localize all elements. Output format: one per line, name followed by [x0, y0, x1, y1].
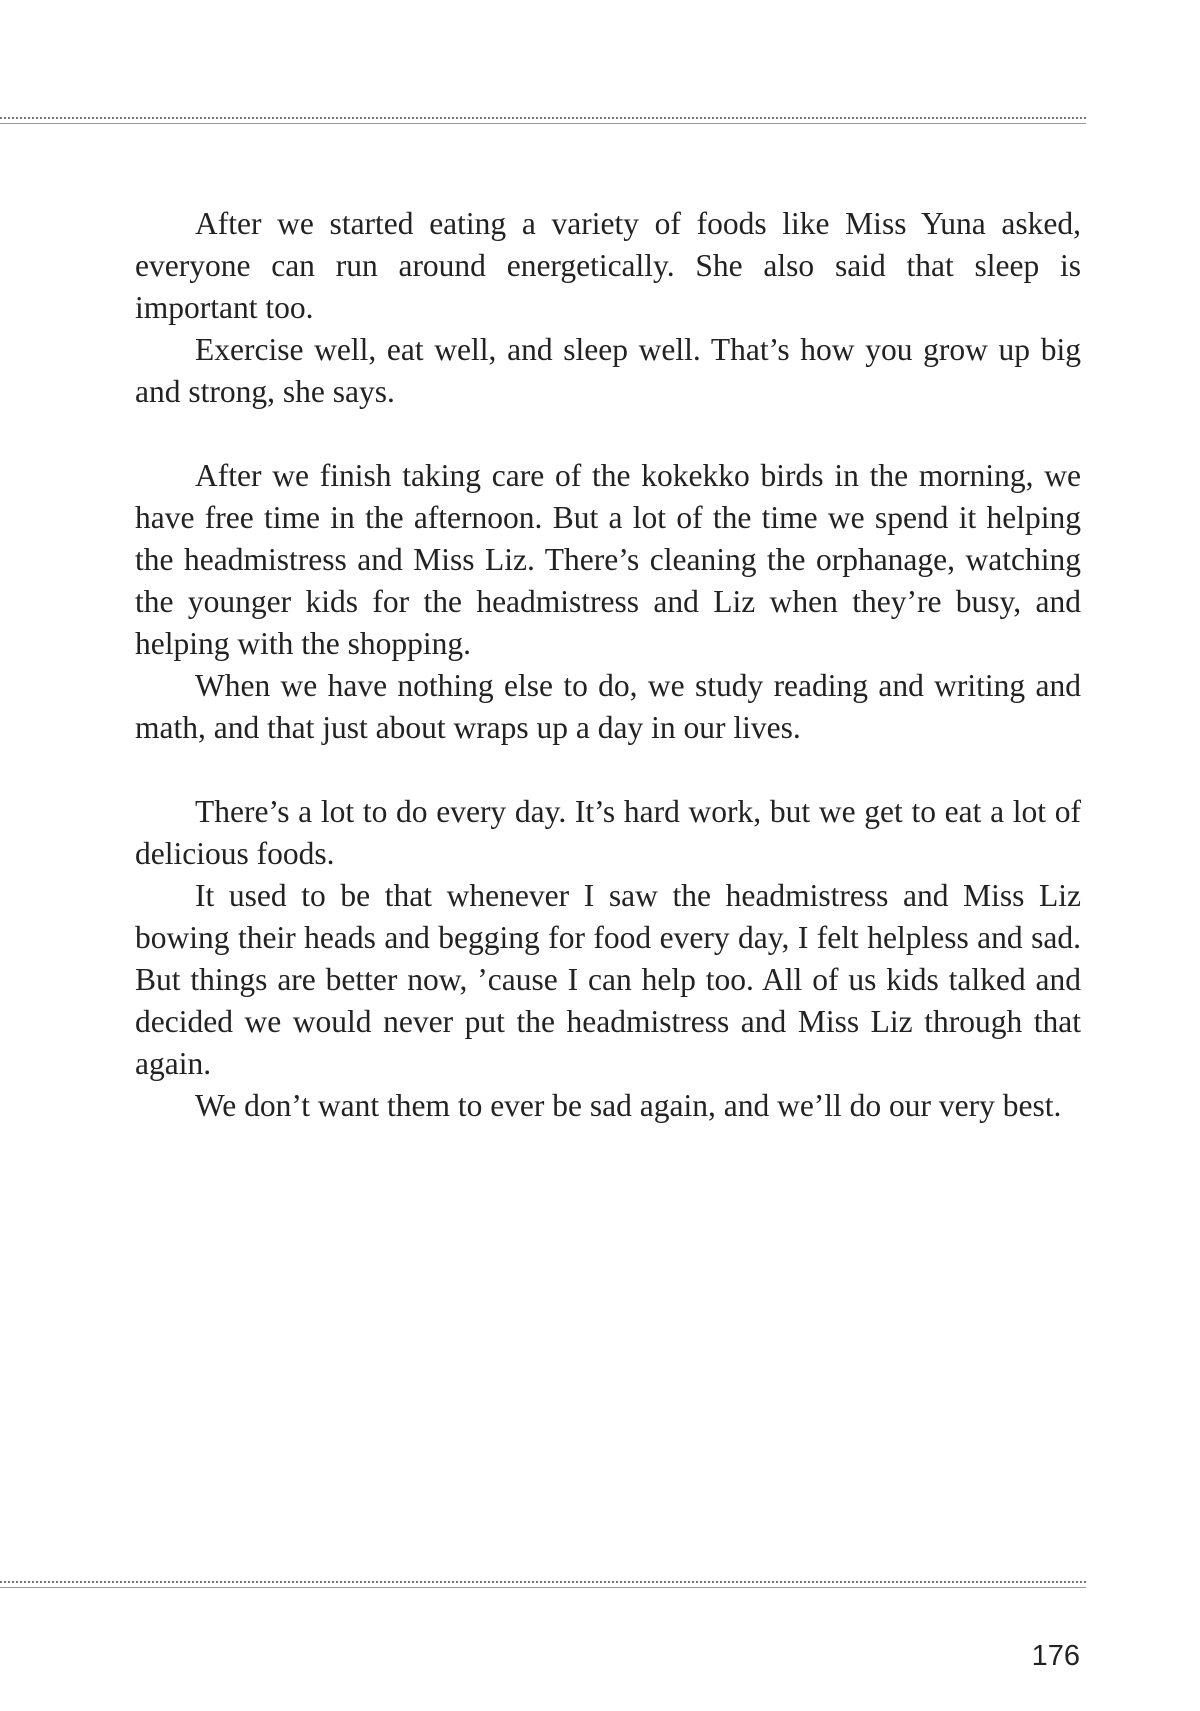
top-rule-solid-line [0, 123, 1086, 124]
bottom-rule-dotted-line [0, 1581, 1086, 1583]
paragraph-4: When we have nothing else to do, we study reading and writing and math, and that just about wraps up a day in our lives. [135, 668, 1081, 745]
paragraph-5: There’s a lot to do every day. It’s hard work, but we get to eat a lot of delicious foods. [135, 794, 1081, 871]
section-break [135, 749, 1081, 791]
bottom-rule-solid-line [0, 1587, 1086, 1588]
paragraph-6: It used to be that whenever I saw the headmistress and Miss Liz bowing their heads and begging for food every day, I felt helpless and sad. But things are better now, ’cause I can help too. All of us kids talked and decided we would never put the headmistress and Miss Liz through that again. [135, 878, 1081, 1081]
paragraph-7: We don’t want them to ever be sad again, and we’ll do our very best. [195, 1088, 1062, 1123]
top-rule-dotted-line [0, 117, 1086, 119]
body-text [135, 203, 1081, 1127]
top-page-rule [0, 117, 1086, 127]
paragraph-1: After we started eating a variety of foods like Miss Yuna asked, everyone can run around energetically. She also said that sleep is important too. [135, 206, 1081, 325]
bottom-page-rule [0, 1581, 1086, 1591]
paragraph-3: After we finish taking care of the kokekko birds in the morning, we have free time in the afternoon. But a lot of the time we spend it helping the headmistress and Miss Liz. There’s cleaning the orphanage, watching the younger kids for the headmistress and Liz when they’re busy, and helping with the shopping. [135, 458, 1081, 661]
page-number: 176 [1031, 1640, 1080, 1672]
section-break [135, 413, 1081, 455]
paragraph-2: Exercise well, eat well, and sleep well. That’s how you grow up big and strong, she says. [135, 332, 1081, 409]
